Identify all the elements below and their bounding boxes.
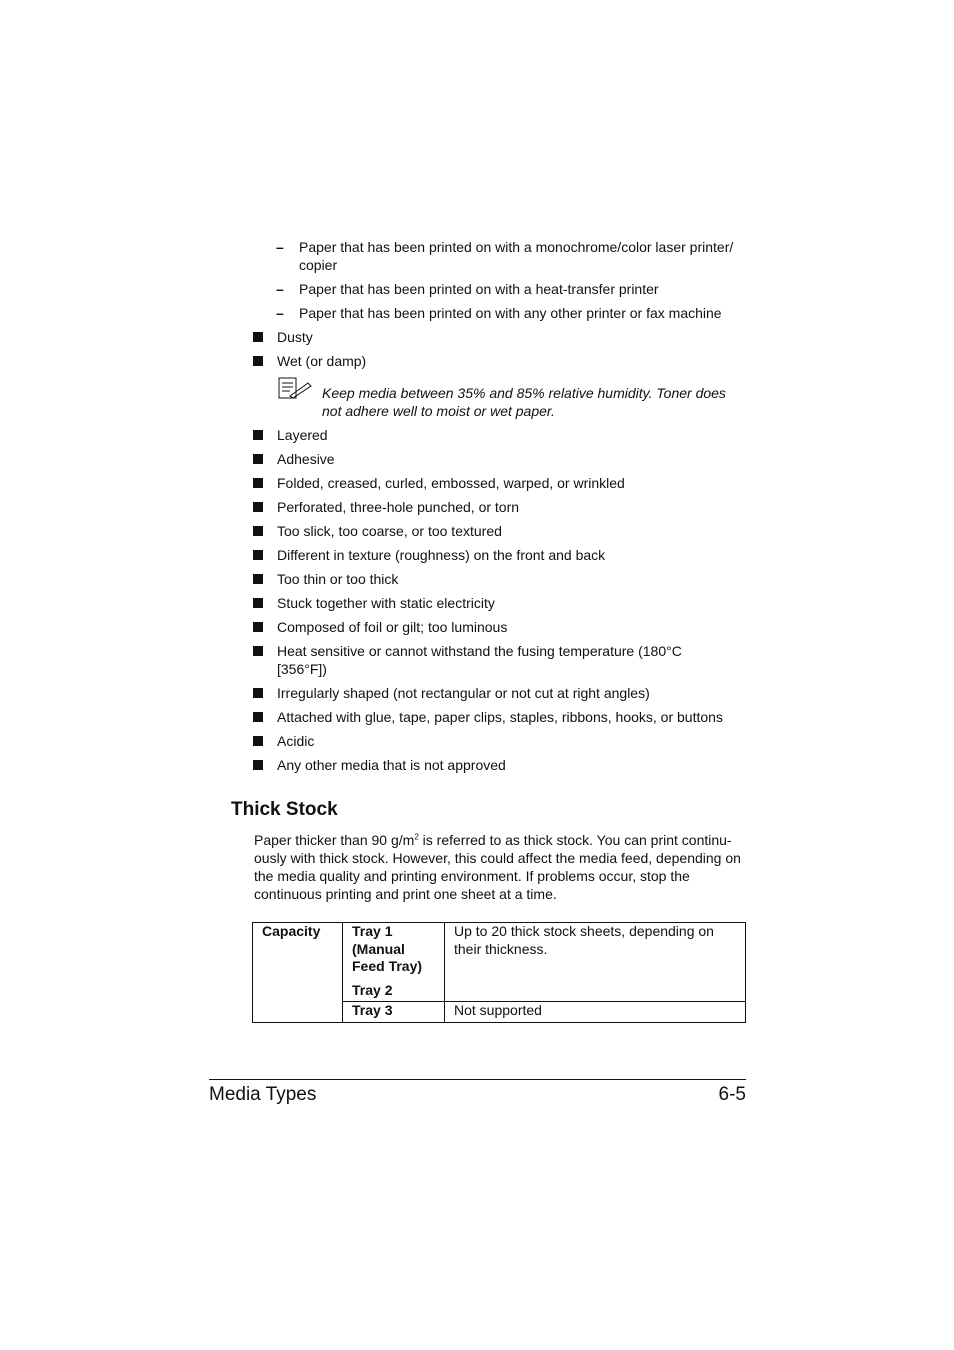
tray3-value: Not supported [454, 1002, 542, 1018]
capacity-label-cell [253, 923, 343, 1023]
thick-stock-capacity-table [252, 922, 746, 1023]
bullet-item-text: Dusty [277, 329, 313, 345]
tray3-value-cell [445, 1002, 746, 1023]
square-bullet-icon [253, 598, 263, 608]
bullet-item-text: Irregularly shaped (not rectangular or not cut at right angles) [277, 685, 650, 701]
footer-page-number: 6-5 [718, 1084, 746, 1105]
tray1-label: Tray 1 (Manual Feed Tray) [352, 923, 423, 974]
paragraph-text-rest: is referred to as thick stock. You can print continu-ously with thick stock. However, this could affect the media feed, depending on the media quality and printing environment. If problems occur, stop the continuous printing and print one sheet at a time. [254, 832, 741, 902]
bullet-item-text: Composed of foil or gilt; too luminous [277, 619, 508, 635]
bullet-item-text: Too thin or too thick [277, 571, 399, 587]
square-bullet-icon [253, 550, 263, 560]
dash-item-text: Paper that has been printed on with any other printer or fax machine [299, 305, 722, 321]
tray3-label-cell [343, 1002, 445, 1023]
note-pencil-icon [278, 377, 314, 401]
note-text: Keep media between 35% and 85% relative humidity. Toner does not adhere well to moist or wet paper. [322, 385, 726, 419]
square-bullet-icon [253, 502, 263, 512]
square-bullet-icon [253, 712, 263, 722]
paragraph-text-start: Paper thicker than 90 g/m [254, 832, 415, 848]
bullet-item-text: Wet (or damp) [277, 353, 367, 369]
square-bullet-icon [253, 574, 263, 584]
dash-item-text: Paper that has been printed on with a monochrome/color laser printer/ copier [299, 239, 734, 273]
dash-marker: – [276, 305, 284, 321]
bullet-item-text: Heat sensitive or cannot withstand the fusing temperature (180°C [356°F]) [277, 643, 682, 677]
bullet-item-text: Adhesive [277, 451, 335, 467]
bullet-item-text: Folded, creased, curled, embossed, warped, or wrinkled [277, 475, 625, 491]
bullet-item-text: Any other media that is not approved [277, 757, 506, 773]
bullet-item-text: Attached with glue, tape, paper clips, staples, ribbons, hooks, or buttons [277, 709, 723, 725]
square-bullet-icon [253, 622, 263, 632]
bullet-item-text: Layered [277, 427, 328, 443]
section-heading: Thick Stock [231, 799, 338, 820]
square-bullet-icon [253, 478, 263, 488]
section-paragraph [254, 831, 748, 903]
bullet-item-text: Perforated, three-hole punched, or torn [277, 499, 520, 515]
dash-item-text: Paper that has been printed on with a heat-transfer printer [299, 281, 659, 297]
square-bullet-icon [253, 454, 263, 464]
square-bullet-icon [253, 430, 263, 440]
tray2-label: Tray 2 [352, 981, 393, 998]
table-row [253, 923, 746, 1002]
square-bullet-icon [253, 760, 263, 770]
dash-marker: – [276, 239, 284, 255]
superscript-exponent: 2 [414, 832, 419, 842]
tray-label-cell [343, 923, 445, 1002]
footer-divider [209, 1079, 746, 1080]
tray3-label: Tray 3 [352, 1002, 393, 1018]
tray12-value: Up to 20 thick stock sheets, depending on their thickness. [454, 923, 714, 957]
bullet-item-text: Acidic [277, 733, 315, 749]
square-bullet-icon [253, 736, 263, 746]
square-bullet-icon [253, 356, 263, 366]
tray12-value-cell [445, 923, 746, 1002]
bullet-item-text: Stuck together with static electricity [277, 595, 495, 611]
footer-chapter-title: Media Types [209, 1084, 317, 1105]
dash-marker: – [276, 281, 284, 297]
square-bullet-icon [253, 332, 263, 342]
capacity-label: Capacity [262, 923, 321, 939]
square-bullet-icon [253, 688, 263, 698]
square-bullet-icon [253, 646, 263, 656]
bullet-item-text: Different in texture (roughness) on the front and back [277, 547, 606, 563]
bullet-item-text: Too slick, too coarse, or too textured [277, 523, 502, 539]
square-bullet-icon [253, 526, 263, 536]
